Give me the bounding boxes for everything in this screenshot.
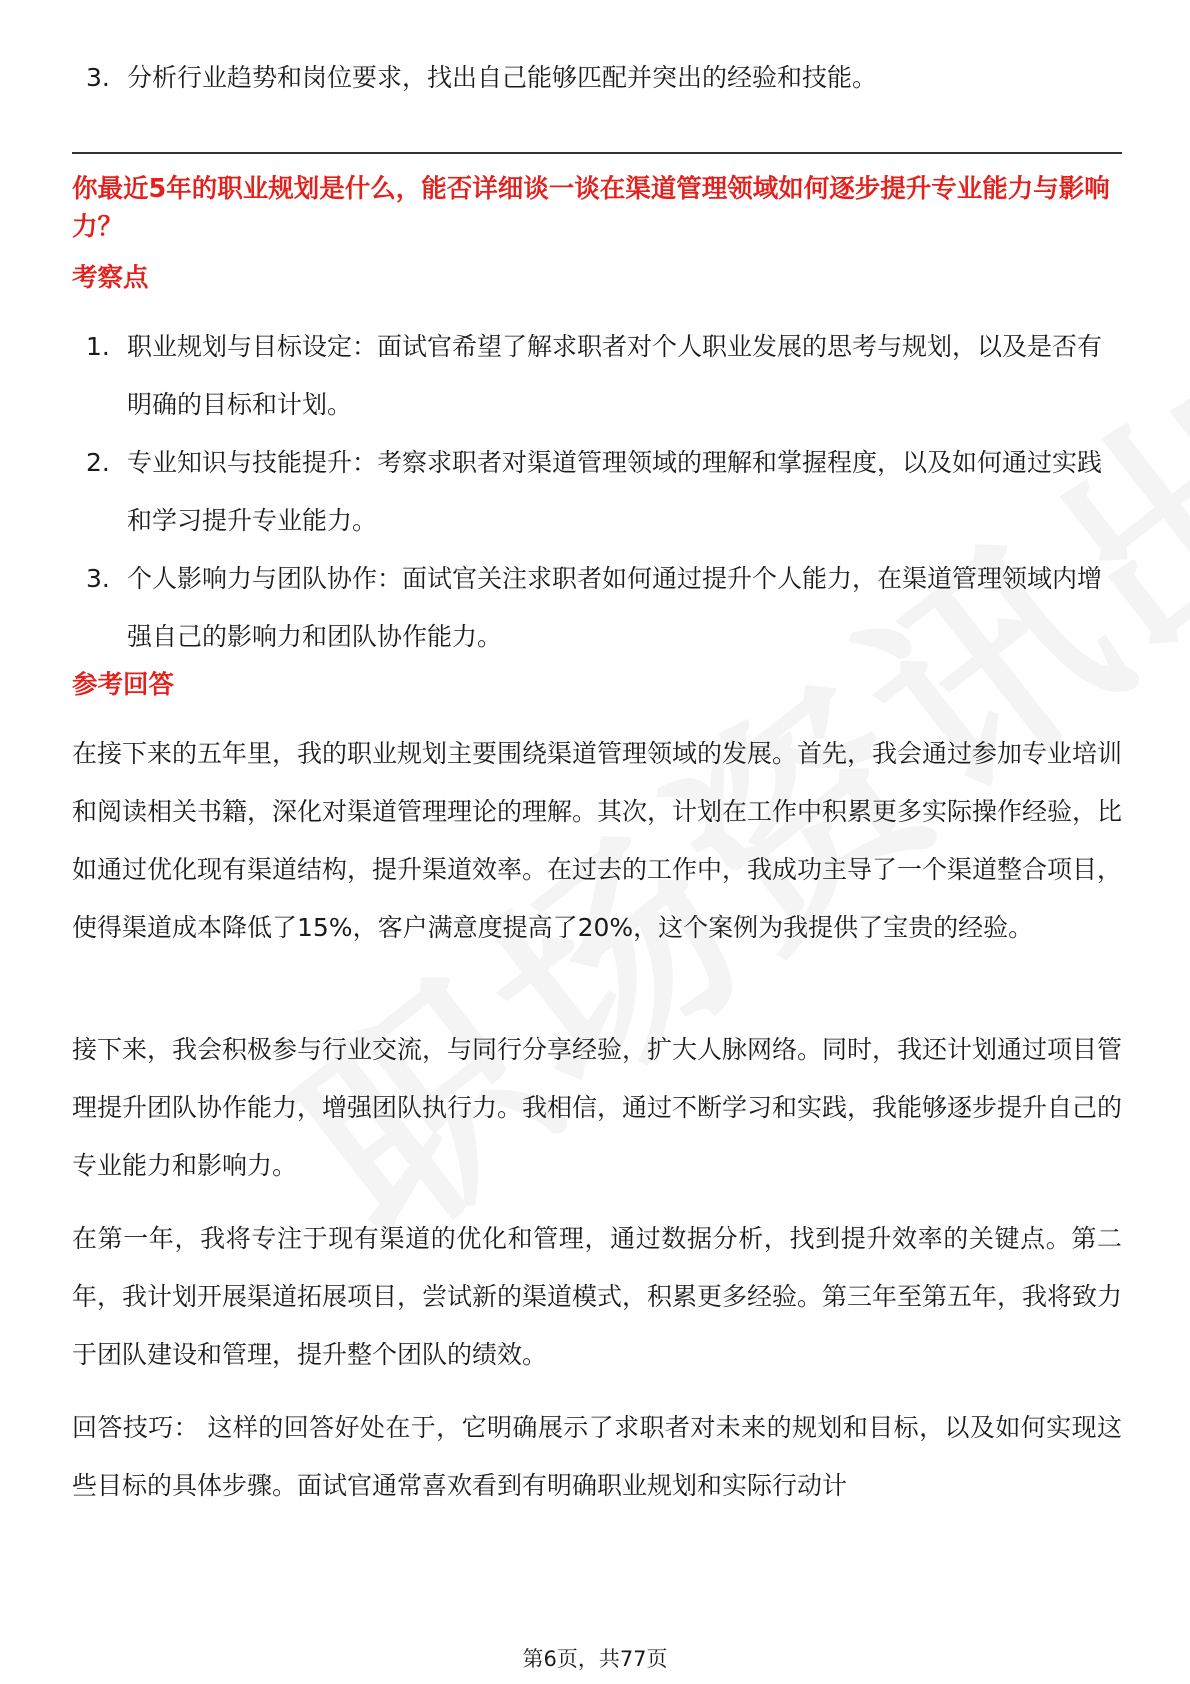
question-heading: 你最近5年的职业规划是什么，能否详细谈一谈在渠道管理领域如何逐步提升专业能力与影响力？ <box>72 174 1110 242</box>
list-item <box>72 49 1122 107</box>
kaochadian-title: 考察点 <box>72 263 149 293</box>
answer-paragraph: 接下来，我会积极参与行业交流，与同行分享经验，扩大人脉网络。同时，我还计划通过项目管理提升团队协作能力，增强团队执行力。我相信，通过不断学习和实践，我能够逐步提升自己的专业能力和影响力。 <box>72 1035 1123 1180</box>
list-item <box>72 318 1122 434</box>
page-footer: 第6页，共77页 <box>522 1647 668 1671</box>
answer-tips-paragraph: 回答技巧： 这样的回答好处在于，它明确展示了求职者对未来的规划和目标，以及如何实现这些目标的具体步骤。面试官通常喜欢看到有明确职业规划和实际行动计 <box>72 1413 1122 1500</box>
list-item <box>72 434 1122 550</box>
list-number: 1. <box>86 332 110 361</box>
list-number: 3. <box>86 564 110 593</box>
list-text: 个人影响力与团队协作：面试官关注求职者如何通过提升个人能力，在渠道管理领域内增强自己的影响力和团队协作能力。 <box>127 564 1103 651</box>
list-item <box>72 550 1122 666</box>
list-number: 2. <box>86 448 110 477</box>
list-text: 专业知识与技能提升：考察求职者对渠道管理领域的理解和掌握程度，以及如何通过实践和学习提升专业能力。 <box>127 448 1103 535</box>
kaochadian-list <box>72 318 1122 666</box>
answer-paragraph: 在第一年，我将专注于现有渠道的优化和管理，通过数据分析，找到提升效率的关键点。第二年，我计划开展渠道拓展项目，尝试新的渠道模式，积累更多经验。第三年至第五年，我将致力于团队建设和管理，提升整个团队的绩效。 <box>72 1224 1123 1369</box>
answer-paragraph: 在接下来的五年里，我的职业规划主要围绕渠道管理领域的发展。首先，我会通过参加专业培训和阅读相关书籍，深化对渠道管理理论的理解。其次，计划在工作中积累更多实际操作经验，比如通过优化现有渠道结构，提升渠道效率。在过去的工作中，我成功主导了一个渠道整合项目，使得渠道成本降低了15%，客户满意度提高了20%，这个案例为我提供了宝贵的经验。 <box>72 739 1123 942</box>
section-divider <box>72 152 1122 154</box>
cankao-title: 参考回答 <box>72 670 175 700</box>
list-text: 职业规划与目标设定：面试官希望了解求职者对个人职业发展的思考与规划，以及是否有明确的目标和计划。 <box>127 332 1103 419</box>
list-text: 分析行业趋势和岗位要求，找出自己能够匹配并突出的经验和技能。 <box>127 63 878 92</box>
list-number: 3. <box>86 63 110 92</box>
